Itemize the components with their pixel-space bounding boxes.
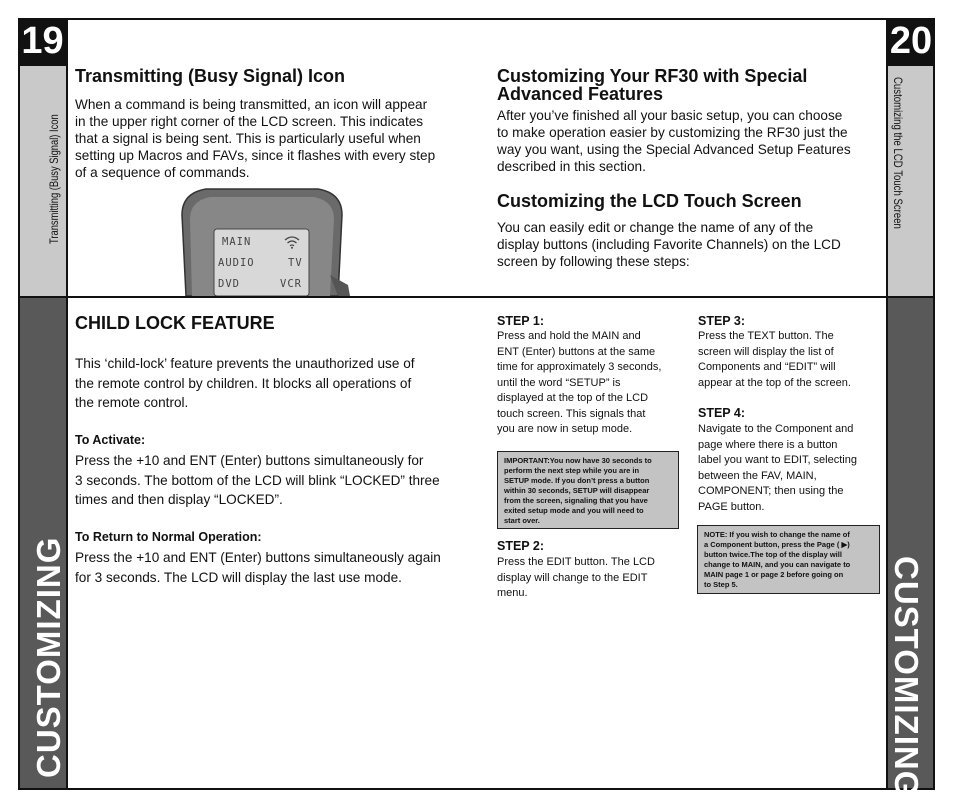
step4-heading: STEP 4: — [698, 406, 746, 420]
text-line: of a sequence of commands. — [75, 165, 250, 180]
text-line: PAGE button. — [698, 500, 765, 513]
text-line: setting up Macros and FAVs, since it flashes with every step — [75, 148, 436, 163]
lcd-tv-label: TV — [288, 257, 303, 269]
text-line: page where there is a button — [698, 438, 838, 451]
text-line: screen by following these steps: — [497, 254, 690, 269]
text-line: the remote control. — [75, 395, 189, 410]
text-line: for 3 seconds. The LCD will display the last use mode. — [75, 569, 402, 585]
section-label-left: CUSTOMIZING — [30, 536, 67, 778]
text-line: Press the +10 and ENT (Enter) buttons simultaneously for — [75, 453, 424, 468]
step2-heading: STEP 2: — [497, 539, 545, 553]
text-line: display buttons (including Favorite Channels) on the LCD — [497, 237, 841, 252]
section-label-right: CUSTOMIZING — [888, 556, 925, 798]
side-tab-label-left: Transmitting (Busy Signal) Icon — [47, 114, 61, 244]
customizing-heading — [497, 67, 807, 103]
text-line: Press the EDIT button. The LCD — [497, 556, 655, 568]
note-line: MAIN page 1 or page 2 before going on — [704, 570, 844, 579]
text-line: Navigate to the Component and — [698, 423, 854, 435]
lcd-touch-heading: Customizing the LCD Touch Screen — [497, 191, 802, 211]
activate-heading: To Activate: — [75, 433, 146, 447]
text-line: touch screen. This signals that — [497, 407, 646, 420]
text-line: time for approximately 3 seconds, — [497, 361, 662, 373]
text-line: between the FAV, MAIN, — [698, 469, 817, 482]
heading-line: Customizing Your RF30 with Special — [497, 66, 808, 86]
note-line: within 30 seconds, SETUP will disappear — [504, 486, 650, 495]
lcd-main-label: MAIN — [222, 236, 252, 248]
note-line: start over. — [504, 516, 540, 525]
text-line: label you want to EDIT, selecting — [698, 454, 857, 466]
text-line: display will change to the EDIT — [497, 571, 648, 584]
text-line: in the upper right corner of the LCD screen. This indicates — [75, 114, 424, 129]
lcd-dvd-label: DVD — [218, 278, 240, 290]
section-divider — [18, 296, 935, 298]
heading-line: Advanced Features — [497, 84, 664, 104]
text-line: way you want, using the Special Advanced Setup Features — [497, 142, 851, 157]
text-line: the remote control by children. It blocks all operations of — [75, 375, 412, 391]
return-heading: To Return to Normal Operation: — [75, 530, 262, 544]
note-line: change to MAIN, and you can navigate to — [704, 560, 851, 569]
text-line: This ‘child-lock’ feature prevents the unauthorized use of — [75, 356, 415, 371]
note-line: from the screen, signaling that you have — [504, 496, 648, 505]
lcd-vcr-label: VCR — [280, 278, 302, 290]
note-line: SETUP mode. If you don’t press a button — [504, 476, 650, 485]
page-number-left: 19 — [18, 18, 67, 66]
activate-text — [75, 451, 465, 510]
note-line: to Step 5. — [704, 580, 738, 589]
note-line: NOTE: If you wish to change the name of — [704, 530, 850, 539]
step3-heading: STEP 3: — [698, 314, 746, 328]
note-line: IMPORTANT:You now have 30 seconds to — [504, 456, 652, 465]
transmitting-heading: Transmitting (Busy Signal) Icon — [75, 66, 346, 86]
note-line: perform the next step while you are in — [504, 466, 640, 475]
child-lock-heading: CHILD LOCK FEATURE — [75, 313, 275, 333]
lcd-touch-text — [497, 219, 877, 270]
page-number-right: 20 — [887, 18, 935, 66]
text-line: described in this section. — [497, 159, 646, 174]
text-line: Press and hold the MAIN and — [497, 330, 641, 342]
customizing-text — [497, 107, 877, 175]
page-button-note — [697, 525, 880, 594]
text-line: times and then display “LOCKED”. — [75, 492, 283, 507]
text-line: to make operation easier by customizing the RF30 just the — [497, 125, 848, 140]
side-tab-label-right: Customizing the LCD Touch Screen — [891, 77, 905, 229]
text-line: displayed at the top of the LCD — [497, 392, 649, 404]
text-line: Press the +10 and ENT (Enter) buttons simultaneously again — [75, 550, 441, 565]
text-line: that a signal is being sent. This is particularly useful when — [75, 131, 421, 146]
important-note — [497, 451, 679, 529]
text-line: appear at the top of the screen. — [698, 376, 851, 389]
step3-text — [698, 329, 883, 391]
text-line: COMPONENT; then using the — [698, 485, 844, 497]
transmitting-text — [75, 96, 460, 181]
text-line: until the word “SETUP” is — [497, 376, 621, 389]
text-line: When a command is being transmitted, an icon will appear — [75, 97, 428, 112]
return-text — [75, 548, 465, 587]
text-line: screen will display the list of — [698, 345, 834, 358]
note-line: exited setup mode and you will need to — [504, 506, 644, 515]
step1-text — [497, 329, 682, 438]
text-line: Components and “EDIT” will — [698, 361, 836, 373]
text-line: You can easily edit or change the name of any of the — [497, 220, 814, 235]
text-line: After you’ve finished all your basic setup, you can choose — [497, 108, 843, 123]
text-line: ENT (Enter) buttons at the same — [497, 345, 656, 358]
step4-text — [698, 422, 883, 515]
note-line: a Component button, press the Page ( ▶) — [704, 540, 850, 549]
text-line: 3 seconds. The bottom of the LCD will blink “LOCKED” three — [75, 472, 440, 488]
step1-heading: STEP 1: — [497, 314, 545, 328]
child-lock-intro — [75, 354, 465, 413]
step2-text — [497, 555, 682, 602]
note-line: button twice.The top of the display will — [704, 550, 842, 559]
lcd-audio-label: AUDIO — [218, 257, 255, 269]
remote-illustration — [178, 185, 350, 296]
text-line: you are now in setup mode. — [497, 423, 633, 435]
text-line: menu. — [497, 587, 528, 599]
text-line: Press the TEXT button. The — [698, 330, 834, 342]
wifi-signal-icon — [284, 235, 300, 254]
